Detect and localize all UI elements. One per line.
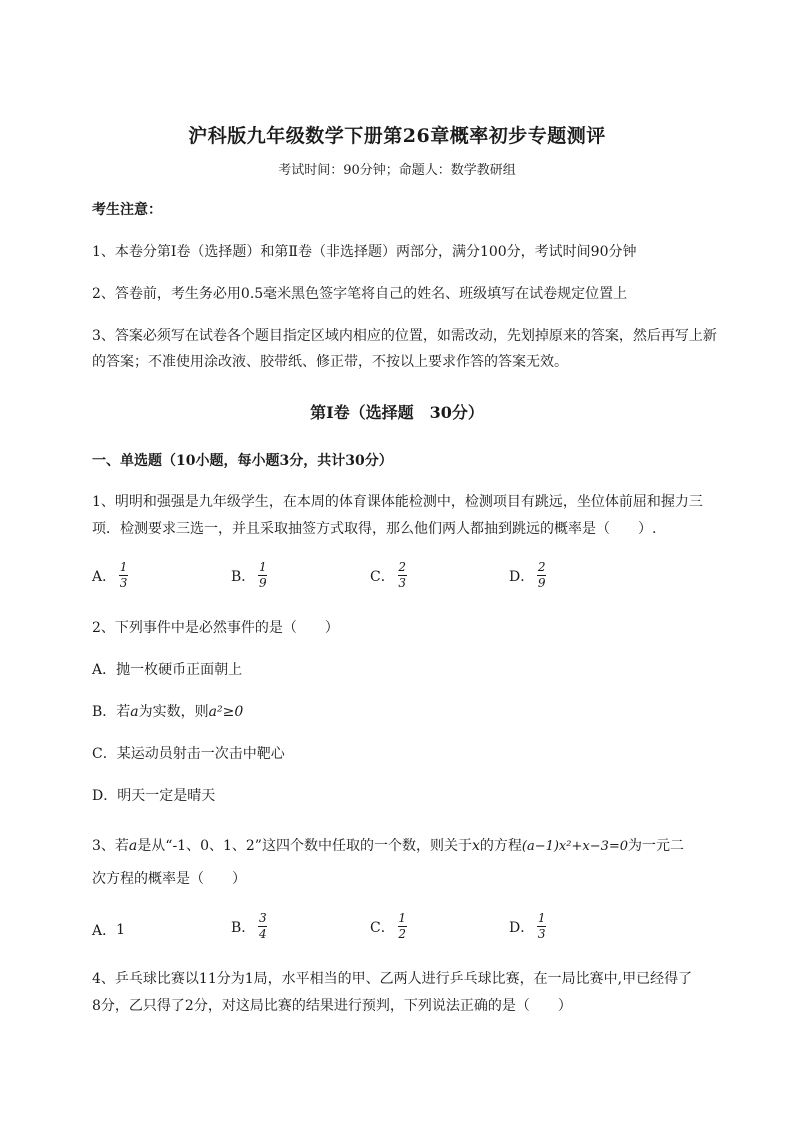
notice-item-2: 2、答卷前，考生务必用0.5毫米黑色签字笔将自己的姓名、班级填写在试卷规定位置上 <box>92 286 628 302</box>
fraction <box>258 912 267 941</box>
notice-item-3-line1: 3、答案必须写在试卷各个题目指定区域内相应的位置，如需改动，先划掉原来的答案，然后再写上新 <box>92 328 717 344</box>
numerator: 1 <box>398 911 407 925</box>
section-title: 第Ⅰ卷（选择题 30分） <box>310 403 484 422</box>
denominator: 3 <box>398 576 407 590</box>
q1-option-b <box>231 561 267 590</box>
q3-mid1: 是从“-1、0、1、2”这四个数中任取的一个数，则关于 <box>137 838 472 854</box>
equation: (a−1)x²+x−3=0 <box>521 839 629 854</box>
option-b-prefix: B．若 <box>92 704 131 720</box>
numerator: 1 <box>537 911 546 925</box>
q1-option-a <box>92 561 128 590</box>
fraction <box>398 561 407 590</box>
option-label: B． <box>231 568 256 585</box>
var-a: a <box>128 838 138 854</box>
denominator: 3 <box>119 576 128 590</box>
option-b-mid: 为实数，则 <box>138 704 209 720</box>
numerator: 1 <box>258 560 267 574</box>
var-a: a <box>130 704 139 720</box>
q2-stem: 2、下列事件中是必然事件的是（ ） <box>92 620 339 636</box>
q3-option-a <box>92 920 125 940</box>
numerator: 1 <box>119 560 128 574</box>
numerator: 2 <box>398 560 407 574</box>
numerator: 3 <box>258 911 267 925</box>
q3-prefix: 3、若 <box>92 838 129 854</box>
option-label: A． <box>92 568 117 585</box>
q4-stem-line2: 8分，乙只得了2分，对这局比赛的结果进行预判，下列说法正确的是（ ） <box>92 998 572 1014</box>
q1-option-d <box>509 561 546 590</box>
fraction <box>119 561 128 590</box>
var-x: x <box>471 838 480 854</box>
numerator: 2 <box>537 560 546 574</box>
q3-suffix: 为一元二 <box>628 838 685 854</box>
option-label: C． <box>370 919 395 936</box>
notice-item-3-line2: 的答案；不准使用涂改液、胶带纸、修正带，不按以上要求作答的答案无效。 <box>92 354 568 370</box>
exam-subtitle: 考试时间：90分钟；命题人：数学教研组 <box>278 163 516 178</box>
q3-mid2: 的方程 <box>479 838 522 854</box>
option-label: D． <box>509 568 535 585</box>
q3-option-b <box>231 912 267 941</box>
denominator: 3 <box>537 927 546 941</box>
q3-stem-line1 <box>92 836 684 857</box>
notice-heading: 考生注意： <box>92 202 162 218</box>
option-value: 1 <box>116 922 126 938</box>
expr: a²≥0 <box>208 704 244 720</box>
q3-option-c <box>370 912 407 941</box>
q1-stem-line1: 1、明明和强强是九年级学生，在本周的体育课体能检测中，检测项目有跳远，坐位体前屈和握力三 <box>92 494 703 510</box>
option-label: B． <box>231 919 256 936</box>
option-label: D． <box>509 919 535 936</box>
fraction <box>537 561 546 590</box>
q1-option-c <box>370 561 407 590</box>
option-label: A． <box>92 923 117 939</box>
q3-stem-line2: 次方程的概率是（ ） <box>92 871 246 887</box>
q1-stem-line2: 项．检测要求三选一，并且采取抽签方式取得，那么他们两人都抽到跳远的概率是（ ）. <box>92 521 657 537</box>
exam-title: 沪科版九年级数学下册第26章概率初步专题测评 <box>188 125 606 147</box>
denominator: 9 <box>537 576 546 590</box>
q2-option-d: D．明天一定是晴天 <box>92 788 216 804</box>
notice-item-1: 1、本卷分第Ⅰ卷（选择题）和第Ⅱ卷（非选择题）两部分，满分100分，考试时间90分钟 <box>92 244 637 260</box>
fraction <box>398 912 407 941</box>
q4-stem-line1: 4、乒乓球比赛以11分为1局，水平相当的甲、乙两人进行乒乓球比赛，在一局比赛中,甲已经得了 <box>92 971 693 987</box>
q3-option-d <box>509 912 546 941</box>
denominator: 9 <box>258 576 267 590</box>
part-heading: 一、单选题（10小题，每小题3分，共计30分） <box>92 453 393 469</box>
denominator: 4 <box>258 927 267 941</box>
fraction <box>258 561 267 590</box>
denominator: 2 <box>398 927 407 941</box>
q2-option-a: A．抛一枚硬币正面朝上 <box>92 662 243 678</box>
option-label: C． <box>370 568 395 585</box>
q2-option-c: C．某运动员射击一次击中靶心 <box>92 746 285 762</box>
fraction <box>537 912 546 941</box>
q2-option-b <box>92 702 243 722</box>
